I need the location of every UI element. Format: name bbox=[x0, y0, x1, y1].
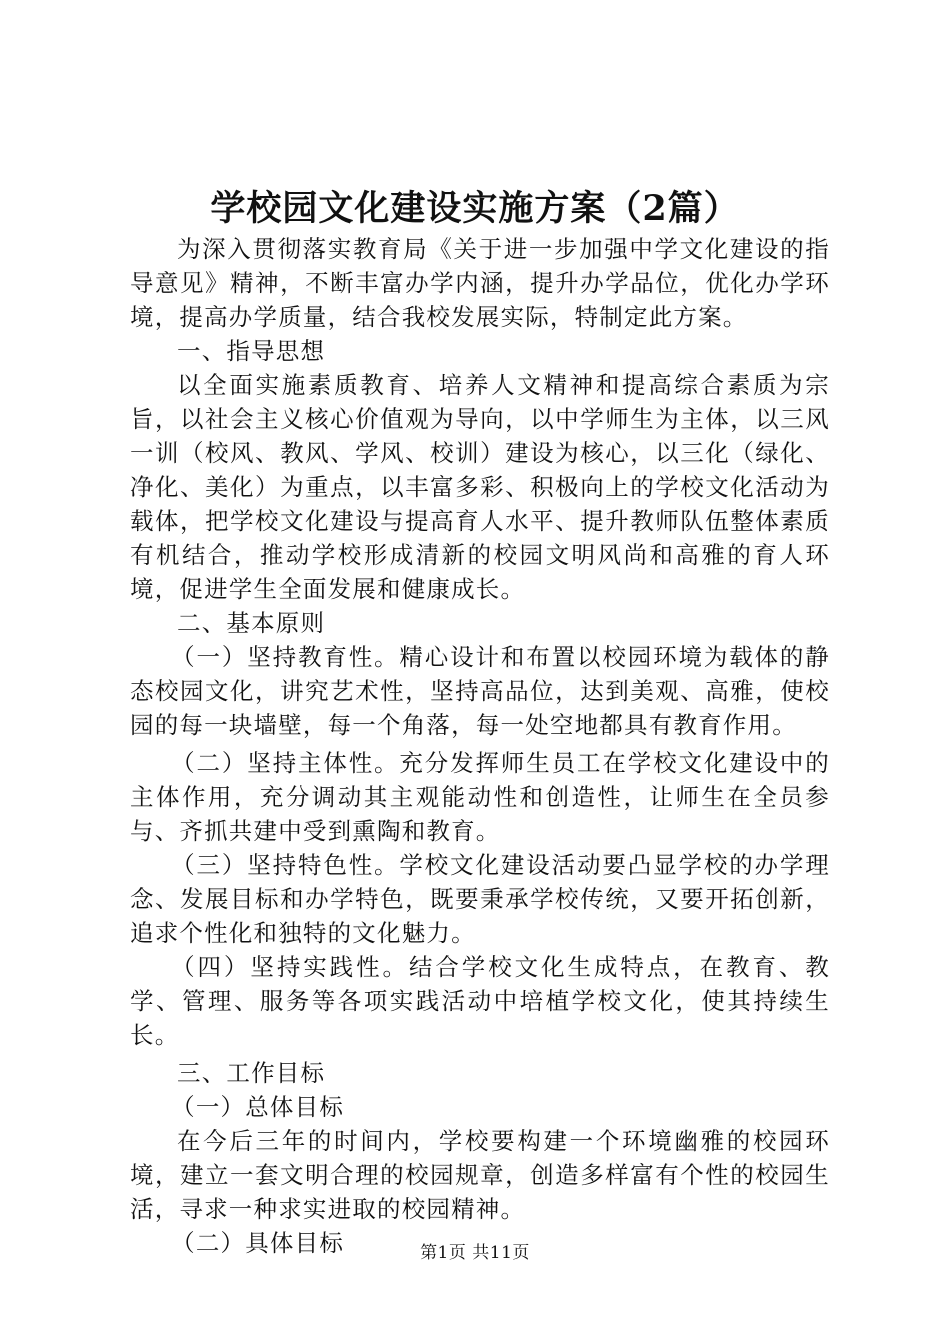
paragraph-overall-goal: 在今后三年的时间内，学校要构建一个环境幽雅的校园环境，建立一套文明合理的校园规章，创造多样富有个性的校园生活，寻求一种求实进取的校园精神。 bbox=[130, 1127, 830, 1223]
section-heading-3: 三、工作目标 bbox=[177, 1059, 326, 1087]
section-heading-1: 一、指导思想 bbox=[177, 337, 326, 365]
document-title: 学校园文化建设实施方案（2篇） bbox=[210, 188, 740, 229]
principle-4: （四）坚持实践性。结合学校文化生成特点，在教育、教学、管理、服务等各项实践活动中培植学校文化，使其持续生长。 bbox=[130, 953, 830, 1049]
subheading-overall-goal: （一）总体目标 bbox=[171, 1093, 345, 1121]
document-body bbox=[130, 232, 830, 1260]
principle-2: （二）坚持主体性。充分发挥师生员工在学校文化建设中的主体作用，充分调动其主观能动性和创造性，让师生在全员参与、齐抓共建中受到熏陶和教育。 bbox=[130, 749, 830, 845]
principle-1: （一）坚持教育性。精心设计和布置以校园环境为载体的静态校园文化，讲究艺术性，坚持高品位，达到美观、高雅，使校园的每一块墙壁，每一个角落，每一处空地都具有教育作用。 bbox=[130, 643, 830, 739]
section-heading-2: 二、基本原则 bbox=[177, 609, 326, 637]
principle-3: （三）坚持特色性。学校文化建设活动要凸显学校的办学理念、发展目标和办学特色，既要秉承学校传统，又要开拓创新，追求个性化和独特的文化魅力。 bbox=[130, 851, 830, 947]
subheading-specific-goal: （二）具体目标 bbox=[171, 1229, 345, 1257]
paragraph-intro: 为深入贯彻落实教育局《关于进一步加强中学文化建设的指导意见》精神，不断丰富办学内涵，提升办学品位，优化办学环境，提高办学质量，结合我校发展实际，特制定此方案。 bbox=[130, 235, 830, 331]
paragraph-guiding-thought: 以全面实施素质教育、培养人文精神和提高综合素质为宗旨，以社会主义核心价值观为导向，以中学师生为主体，以三风一训（校风、教风、学风、校训）建设为核心，以三化（绿化、净化、美化）为重点，以丰富多彩、积极向上的学校文化活动为载体，把学校文化建设与提高育人水平、提升教师队伍整体素质有机结合，推动学校形成清新的校园文明风尚和高雅的育人环境，促进学生全面发展和健康成长。 bbox=[130, 371, 830, 603]
page-footer: 第1页 共11页 bbox=[420, 1243, 530, 1263]
